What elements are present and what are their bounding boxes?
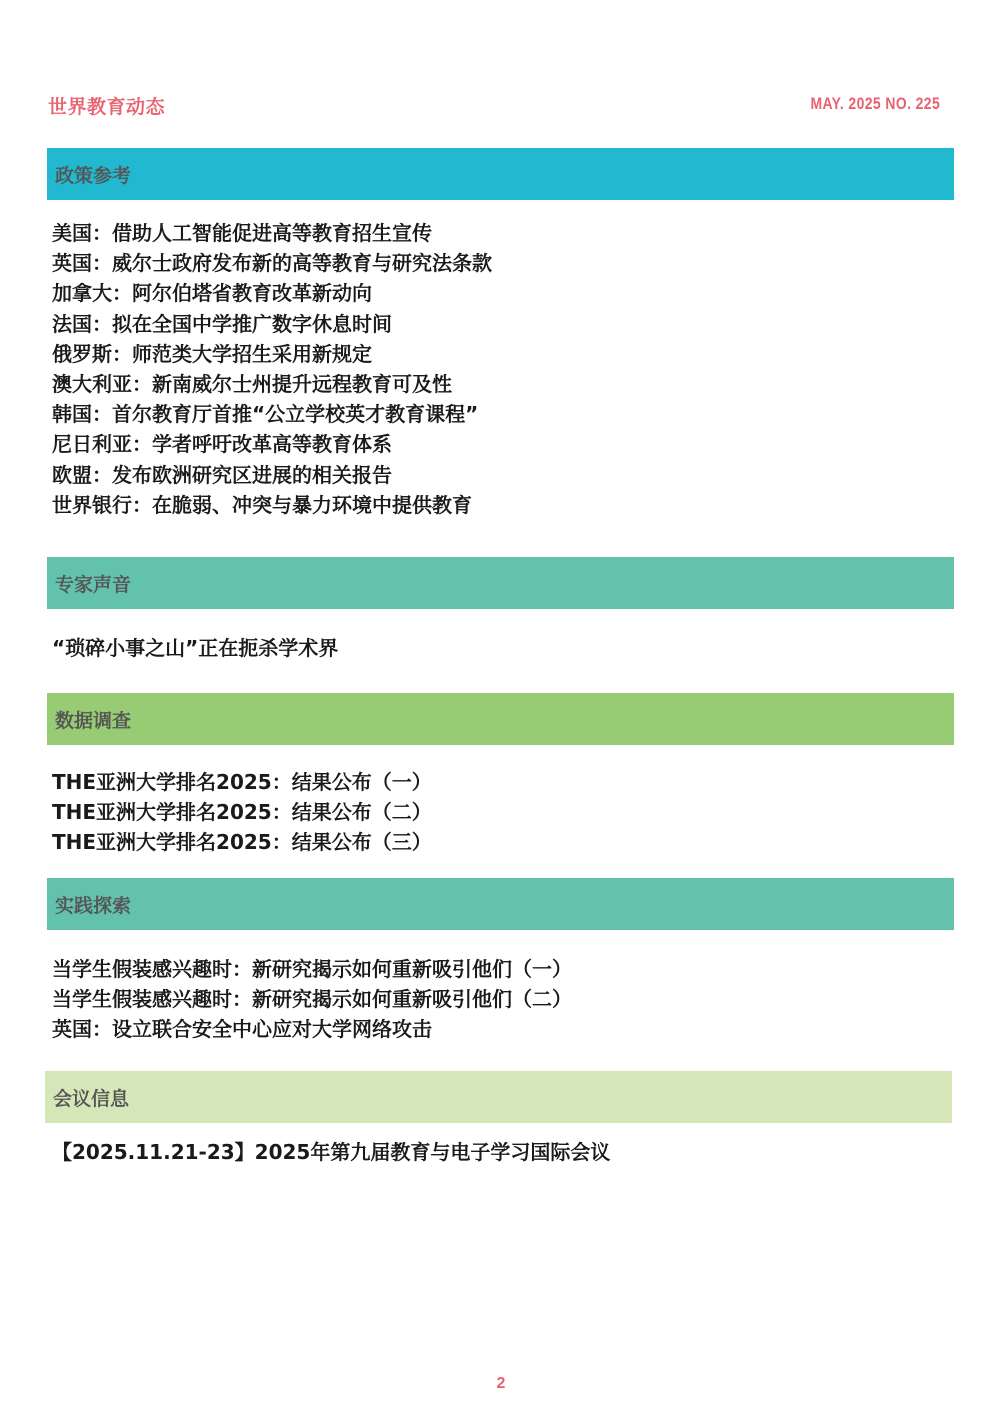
list-item[interactable]: 英国：威尔士政府发布新的高等教育与研究法条款 — [52, 251, 492, 276]
issue-label: MAY. 2025 NO. 225 — [810, 94, 940, 113]
list-item[interactable]: 欧盟：发布欧洲研究区进展的相关报告 — [52, 462, 392, 487]
list-item[interactable]: 美国：借助人工智能促进高等教育招生宣传 — [52, 221, 432, 245]
list-item[interactable]: 尼日利亚：学者呼吁改革高等教育体系 — [52, 432, 392, 457]
list-item[interactable]: 英国：设立联合安全中心应对大学网络攻击 — [52, 1017, 432, 1042]
list-item[interactable]: 当学生假装感兴趣时：新研究揭示如何重新吸引他们（二） — [52, 987, 572, 1012]
list-item[interactable]: THE亚洲大学排名2025：结果公布（二） — [52, 800, 432, 825]
section-header-policy: 政策参考 — [47, 148, 954, 200]
section-header-practice: 实践探索 — [47, 878, 954, 930]
list-item[interactable]: 韩国：首尔教育厅首推“公立学校英才教育课程” — [52, 402, 479, 427]
list-item[interactable]: 澳大利亚：新南威尔士州提升远程教育可及性 — [52, 371, 452, 396]
list-item[interactable]: THE亚洲大学排名2025：结果公布（三） — [52, 830, 432, 855]
list-item[interactable]: THE亚洲大学排名2025：结果公布（一） — [52, 770, 432, 794]
policy-list — [52, 218, 492, 520]
section-header-data: 数据调查 — [47, 693, 954, 745]
section-header-expert: 专家声音 — [47, 557, 954, 609]
list-item[interactable]: 当学生假装感兴趣时：新研究揭示如何重新吸引他们（一） — [52, 957, 572, 981]
list-item[interactable]: 加拿大：阿尔伯塔省教育改革新动向 — [52, 281, 372, 306]
data-list — [52, 767, 432, 858]
page-number: 2 — [496, 1375, 506, 1392]
list-item[interactable]: 世界银行：在脆弱、冲突与暴力环境中提供教育 — [52, 492, 472, 517]
expert-list — [52, 633, 338, 663]
conference-list — [52, 1137, 610, 1167]
list-item[interactable]: 法国：拟在全国中学推广数字休息时间 — [52, 311, 392, 336]
list-item[interactable]: 俄罗斯：师范类大学招生采用新规定 — [52, 341, 372, 366]
list-item[interactable]: “琐碎小事之山”正在扼杀学术界 — [52, 636, 339, 660]
publication-title: 世界教育动态 — [48, 96, 166, 118]
list-item[interactable]: 【2025.11.21-23】2025年第九届教育与电子学习国际会议 — [52, 1140, 611, 1164]
section-header-conference: 会议信息 — [45, 1071, 952, 1123]
practice-list — [52, 954, 572, 1045]
